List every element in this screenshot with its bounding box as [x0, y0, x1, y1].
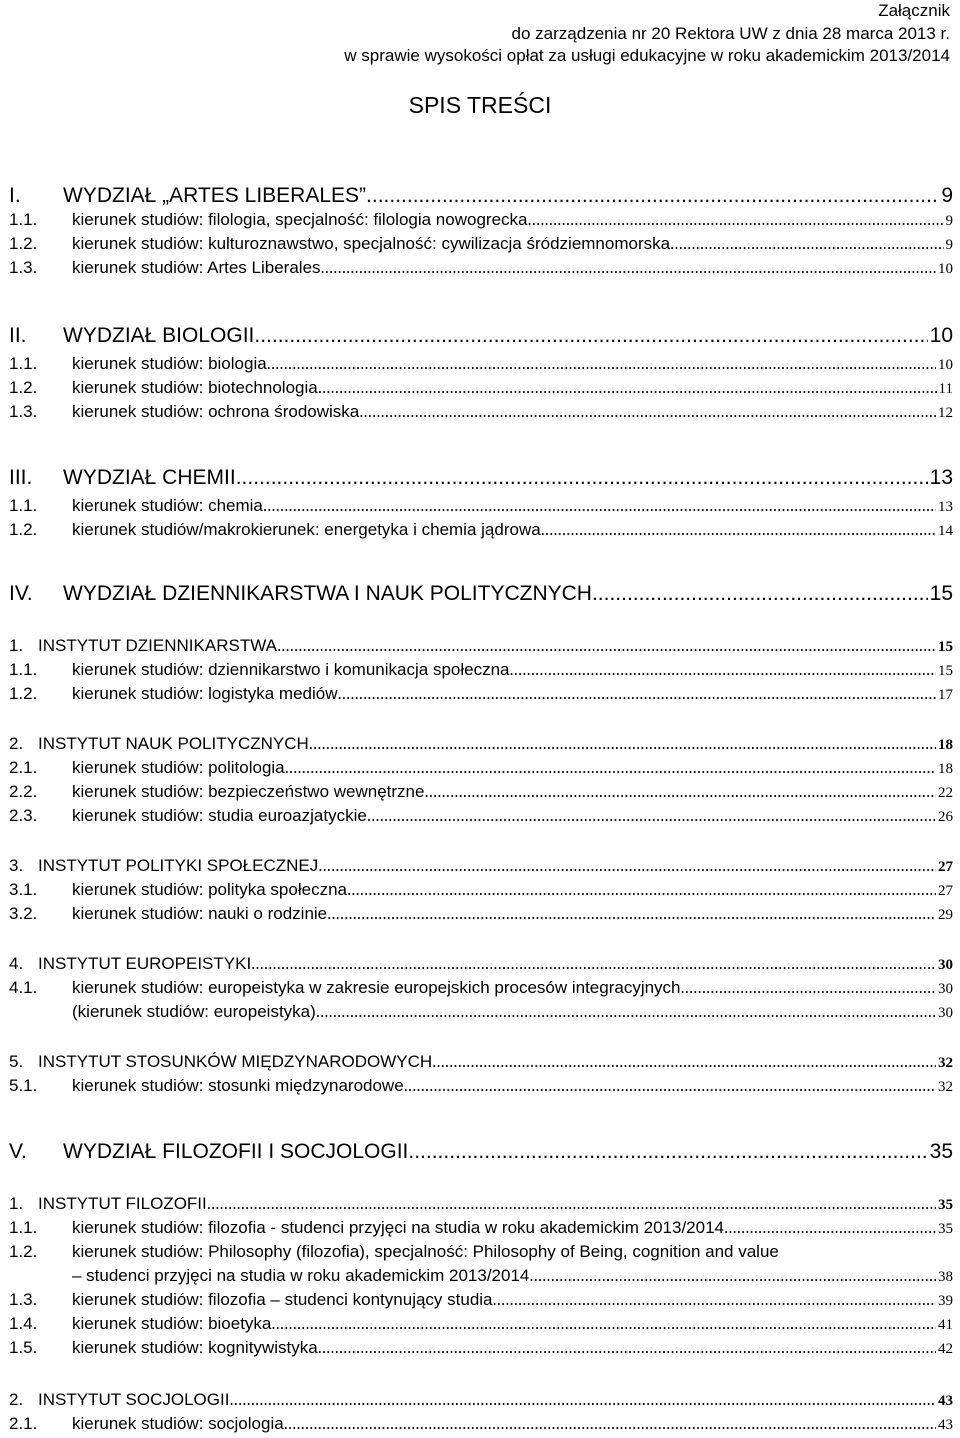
toc-number: 3. — [9, 856, 24, 875]
toc-text: kierunek studiów/makrokierunek: energetyka i chemia jądrowa — [72, 520, 541, 539]
toc-number: 2.1. — [9, 1414, 38, 1433]
toc-text: kierunek studiów: studia euroazjatyckie — [72, 806, 367, 825]
toc-number: V. — [9, 1140, 27, 1163]
toc-number: 1.3. — [9, 258, 38, 277]
toc-text: kierunek studiów: dziennikarstwo i komunikacja społeczna — [72, 660, 510, 679]
toc-page: 32 — [938, 1079, 953, 1095]
toc-entry-program[interactable] — [9, 378, 953, 398]
toc-entry-program[interactable] — [9, 660, 953, 680]
toc-text: kierunek studiów: europeistyka w zakresie europejskich procesów integracyjnych — [72, 978, 681, 997]
toc-page: 15 — [938, 639, 953, 655]
toc-page: 43 — [938, 1393, 953, 1409]
toc-number: 1.5. — [9, 1338, 38, 1357]
toc-number: 1.2. — [9, 378, 38, 397]
toc-page: 43 — [938, 1417, 953, 1433]
toc-entry-program[interactable] — [9, 1414, 953, 1434]
toc-text: kierunek studiów: ochrona środowiska — [72, 402, 360, 421]
toc-text: kierunek studiów: bioetyka — [72, 1314, 272, 1333]
toc-number: 1.3. — [9, 402, 38, 421]
toc-text: INSTYTUT SOCJOLOGII — [38, 1390, 230, 1409]
toc-text: INSTYTUT DZIENNIKARSTWA — [38, 636, 277, 655]
toc-leader — [510, 660, 937, 680]
toc-text: WYDZIAŁ FILOZOFII I SOCJOLOGII — [63, 1140, 409, 1163]
page-title: SPIS TREŚCI — [408, 92, 552, 118]
toc-number: 3.2. — [9, 904, 38, 923]
toc-page: 30 — [938, 957, 953, 973]
toc-text: kierunek studiów: filozofia - studenci przyjęci na studia w roku akademickim 2013/2014 — [72, 1218, 724, 1237]
toc-leader — [285, 758, 936, 778]
toc-text: kierunek studiów: filologia, specjalność: filologia nowogrecka — [72, 210, 528, 229]
toc-number: 1.1. — [9, 660, 38, 679]
toc-entry-program[interactable] — [9, 234, 953, 254]
toc-page: 15 — [929, 582, 953, 605]
toc-text: – studenci przyjęci na studia w roku akademickim 2013/2014 — [72, 1266, 530, 1285]
toc-leader — [541, 520, 936, 540]
toc-page: 22 — [938, 785, 953, 801]
toc-page: 11 — [938, 381, 953, 397]
toc-leader — [529, 1266, 936, 1286]
toc-entry-program[interactable] — [9, 782, 953, 802]
toc-leader — [236, 466, 928, 490]
toc-number: 5.1. — [9, 1076, 38, 1095]
toc-text: kierunek studiów: politologia — [72, 758, 285, 777]
toc-entry-program[interactable] — [9, 1266, 953, 1286]
toc-text: INSTYTUT STOSUNKÓW MIĘDZYNARODOWYCH — [38, 1052, 433, 1071]
toc-page: 26 — [938, 809, 953, 825]
toc-leader — [309, 734, 936, 754]
toc-number: 2.3. — [9, 806, 38, 825]
toc-number: 1.2. — [9, 520, 38, 539]
toc-page: 13 — [929, 466, 953, 489]
toc-entry-program[interactable] — [9, 904, 953, 924]
toc-leader — [318, 1338, 936, 1358]
toc-leader — [271, 1314, 936, 1334]
toc-entry-faculty[interactable] — [9, 1140, 953, 1164]
toc-entry-faculty[interactable] — [9, 466, 953, 490]
toc-text: kierunek studiów: stosunki międzynarodowe — [72, 1076, 404, 1095]
toc-entry-program[interactable] — [9, 806, 953, 826]
toc-leader — [267, 354, 936, 374]
toc-text: kierunek studiów: nauki o rodzinie — [72, 904, 328, 923]
toc-text: kierunek studiów: Artes Liberales — [72, 258, 321, 277]
toc-page: 18 — [938, 737, 953, 753]
toc-text: INSTYTUT NAUK POLITYCZNYCH — [38, 734, 309, 753]
toc-number: 1.3. — [9, 1290, 38, 1309]
toc-entry-faculty[interactable] — [9, 324, 953, 348]
toc-text: kierunek studiów: Philosophy (filozofia), specjalność: Philosophy of Being, cognition and value — [72, 1242, 779, 1261]
toc-number: 1. — [9, 1194, 24, 1213]
header-line-order: do zarządzenia nr 20 Rektora UW z dnia 28 marca 2013 r. — [511, 23, 950, 43]
toc-leader — [359, 402, 936, 422]
toc-page: 30 — [938, 1005, 953, 1021]
toc-page: 10 — [938, 261, 953, 277]
toc-number: III. — [9, 466, 33, 489]
toc-entry-institute[interactable] — [9, 856, 953, 876]
toc-entry-institute[interactable] — [9, 1390, 953, 1410]
toc-entry-faculty[interactable] — [9, 184, 953, 208]
toc-page: 9 — [945, 213, 953, 229]
toc-text: kierunek studiów: kognitywistyka — [72, 1338, 318, 1357]
toc-entry-program[interactable] — [9, 1242, 953, 1262]
toc-leader — [277, 636, 936, 656]
toc-number: 1. — [9, 636, 24, 655]
toc-leader — [681, 978, 936, 998]
toc-number: 1.1. — [9, 354, 38, 373]
toc-entry-program[interactable] — [9, 1076, 953, 1096]
toc-entry-institute[interactable] — [9, 734, 953, 754]
toc-leader — [724, 1218, 936, 1238]
toc-leader — [284, 1414, 936, 1434]
toc-number: II. — [9, 324, 27, 347]
toc-leader — [366, 184, 939, 208]
toc-leader — [404, 1076, 936, 1096]
toc-entry-program[interactable] — [9, 520, 953, 540]
document-header — [344, 0, 950, 68]
toc-leader — [424, 782, 936, 802]
toc-leader — [207, 1194, 936, 1214]
toc-number: 1.2. — [9, 234, 38, 253]
toc-entry-program[interactable] — [9, 1218, 953, 1238]
toc-number: 2.1. — [9, 758, 38, 777]
toc-entry-institute[interactable] — [9, 1052, 953, 1072]
toc-page: 15 — [938, 663, 953, 679]
toc-text: kierunek studiów: biologia — [72, 354, 267, 373]
toc-number: IV. — [9, 582, 33, 605]
toc-page: 35 — [938, 1221, 953, 1237]
toc-page: 9 — [945, 237, 953, 253]
toc-leader — [316, 1002, 936, 1022]
toc-text: WYDZIAŁ CHEMII — [63, 466, 236, 489]
header-line-annex: Załącznik — [878, 1, 950, 20]
toc-page: 12 — [938, 405, 953, 421]
toc-number: 3.1. — [9, 880, 38, 899]
toc-text: INSTYTUT EUROPEISTYKI — [38, 954, 252, 973]
toc-page: 30 — [938, 981, 953, 997]
toc-text: INSTYTUT POLITYKI SPOŁECZNEJ — [38, 856, 319, 875]
toc-leader — [327, 904, 936, 924]
toc-text: (kierunek studiów: europeistyka) — [72, 1002, 316, 1021]
toc-text: kierunek studiów: socjologia — [72, 1414, 284, 1433]
toc-entry-program[interactable] — [9, 1290, 953, 1310]
toc-entry-program[interactable] — [9, 1002, 953, 1022]
toc-entry-institute[interactable] — [9, 636, 953, 656]
toc-leader — [408, 1140, 927, 1164]
toc-leader — [251, 954, 936, 974]
toc-entry-program[interactable] — [9, 354, 953, 374]
toc-text: kierunek studiów: chemia — [72, 496, 263, 515]
toc-leader — [318, 856, 936, 876]
toc-entry-program[interactable] — [9, 880, 953, 900]
toc-leader — [592, 582, 928, 606]
header-line-subject: w sprawie wysokości opłat za usługi edukacyjne w roku akademickim 2013/2014 — [344, 46, 950, 65]
toc-number: 1.1. — [9, 210, 38, 229]
toc-number: 2. — [9, 734, 24, 753]
toc-number: 4. — [9, 954, 24, 973]
toc-page: 13 — [938, 499, 953, 515]
toc-number: 1.2. — [9, 684, 38, 703]
toc-page: 35 — [938, 1197, 953, 1213]
toc-entry-program[interactable] — [9, 402, 953, 422]
toc-leader — [318, 378, 937, 398]
toc-entry-program[interactable] — [9, 1338, 953, 1358]
toc-number: 1.4. — [9, 1314, 38, 1333]
toc-number: 5. — [9, 1052, 24, 1071]
toc-leader — [338, 684, 936, 704]
toc-page: 27 — [938, 883, 953, 899]
toc-page: 29 — [938, 907, 953, 923]
toc-number: 1.2. — [9, 1242, 38, 1261]
toc-page: 41 — [938, 1317, 953, 1333]
toc-leader — [493, 1290, 936, 1310]
toc-page: 17 — [938, 687, 953, 703]
toc-page: 27 — [938, 859, 953, 875]
toc-entry-institute[interactable] — [9, 954, 953, 974]
toc-entry-program[interactable] — [9, 684, 953, 704]
toc-entry-faculty[interactable] — [9, 582, 953, 606]
toc-page: 14 — [938, 523, 953, 539]
toc-number: 2. — [9, 1390, 24, 1409]
toc-text: kierunek studiów: bezpieczeństwo wewnętrzne — [72, 782, 425, 801]
toc-page: 35 — [929, 1140, 953, 1163]
toc-page: 42 — [938, 1341, 953, 1357]
toc-text: WYDZIAŁ „ARTES LIBERALES” — [63, 184, 367, 207]
toc-leader — [432, 1052, 936, 1072]
toc-leader — [347, 880, 936, 900]
toc-leader — [670, 234, 943, 254]
toc-page: 10 — [938, 357, 953, 373]
toc-text: kierunek studiów: kulturoznawstwo, specjalność: cywilizacja śródziemnomorska — [72, 234, 671, 253]
toc-number: 4.1. — [9, 978, 38, 997]
toc-text: WYDZIAŁ BIOLOGII — [63, 324, 255, 347]
toc-leader — [254, 324, 927, 348]
toc-page: 10 — [929, 324, 953, 347]
toc-text: kierunek studiów: logistyka mediów — [72, 684, 338, 703]
toc-leader — [321, 258, 936, 278]
toc-number: 1.1. — [9, 496, 38, 515]
toc-leader — [367, 806, 936, 826]
toc-page: 39 — [938, 1293, 953, 1309]
toc-entry-program[interactable] — [9, 496, 953, 516]
toc-entry-program[interactable] — [9, 978, 953, 998]
toc-page: 32 — [938, 1055, 953, 1071]
toc-number: 2.2. — [9, 782, 38, 801]
toc-text: INSTYTUT FILOZOFII — [38, 1194, 207, 1213]
toc-page: 9 — [941, 184, 953, 207]
toc-text: WYDZIAŁ DZIENNIKARSTWA I NAUK POLITYCZNYCH — [63, 582, 592, 605]
toc-text: kierunek studiów: biotechnologia — [72, 378, 318, 397]
toc-number: I. — [9, 184, 21, 207]
toc-page: 38 — [938, 1269, 953, 1285]
toc-text: kierunek studiów: polityka społeczna — [72, 880, 347, 899]
toc-leader — [263, 496, 936, 516]
toc-number: 1.1. — [9, 1218, 38, 1237]
toc-entry-program[interactable] — [9, 1314, 953, 1334]
toc-leader — [229, 1390, 936, 1410]
toc-entry-program[interactable] — [9, 758, 953, 778]
toc-page: 18 — [938, 761, 953, 777]
toc-entry-program[interactable] — [9, 258, 953, 278]
toc-leader — [527, 210, 943, 230]
toc-entry-program[interactable] — [9, 210, 953, 230]
toc-entry-institute[interactable] — [9, 1194, 953, 1214]
toc-text: kierunek studiów: filozofia – studenci kontynujący studia — [72, 1290, 493, 1309]
